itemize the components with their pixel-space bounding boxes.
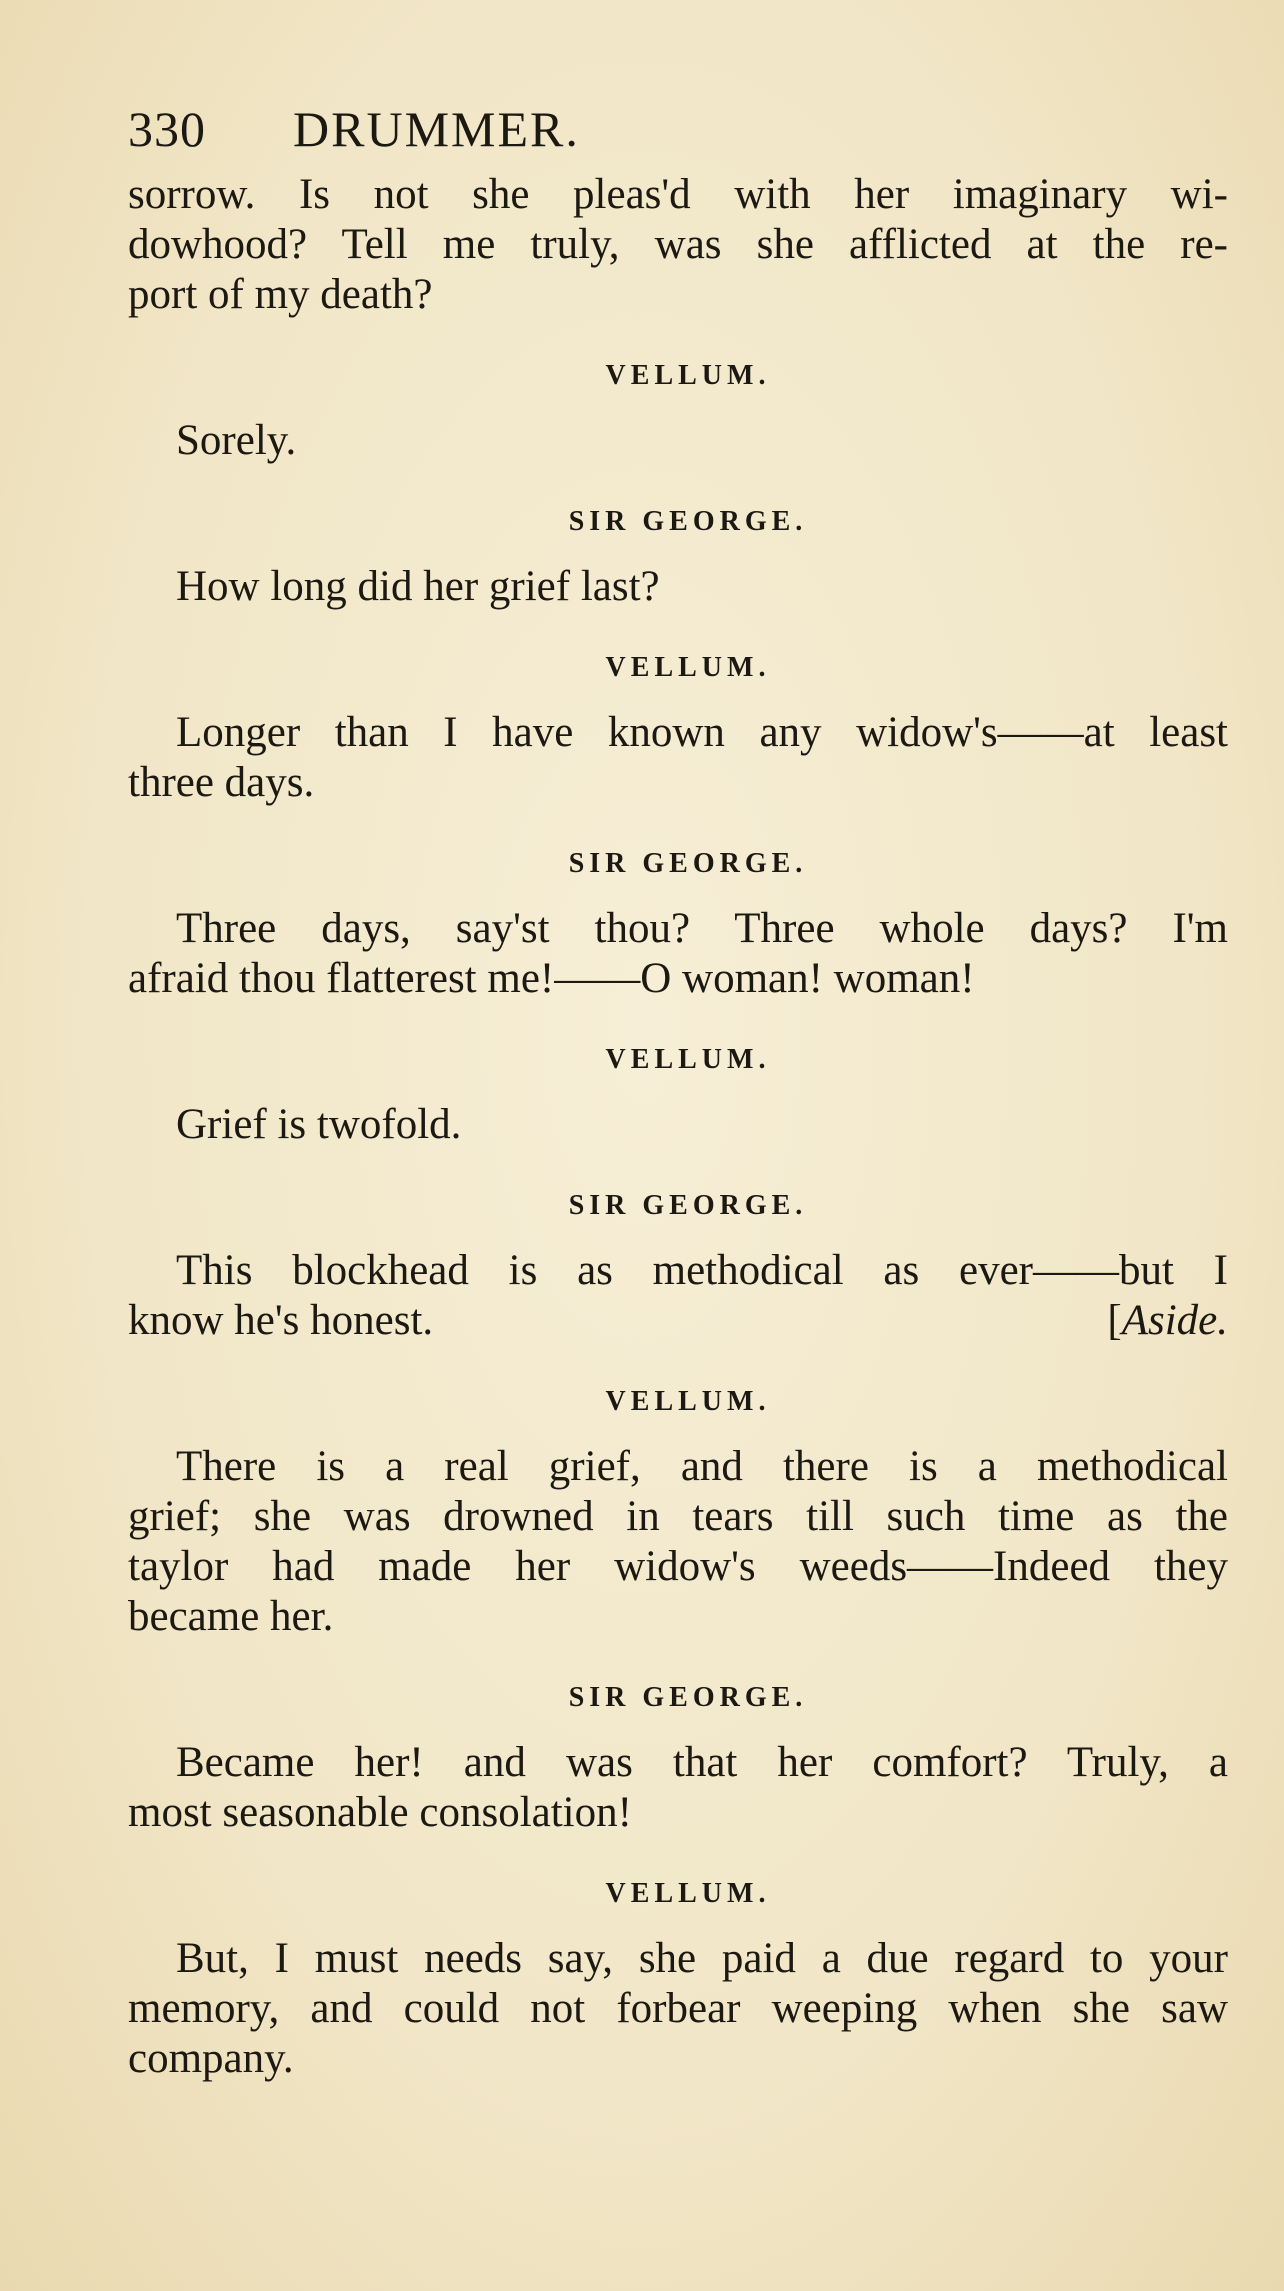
speaker-name: SIR GEORGE. (568, 848, 808, 879)
speech-line: memory, and could not forbear weeping when she saw (128, 1985, 1228, 2032)
speech-line: taylor had made her widow's weeds——Indeed they (128, 1543, 1228, 1590)
speaker-name: VELLUM. (605, 1044, 771, 1075)
speech-text: know he's honest. (128, 1297, 434, 1344)
speech-line: afraid thou flatterest me!——O woman! woman! (128, 955, 975, 1002)
speech-line: became her. (128, 1593, 334, 1640)
speech-line: How long did her grief last? (176, 563, 660, 610)
speech-line: This blockhead is as methodical as ever——but I (176, 1247, 1228, 1294)
text-line: sorrow. Is not she pleas'd with her imaginary wi- (128, 171, 1228, 218)
running-head (128, 100, 1228, 170)
speaker-name: VELLUM. (605, 1386, 771, 1417)
speech-line: There is a real grief, and there is a methodical (176, 1443, 1228, 1490)
speaker-name: VELLUM. (605, 652, 771, 683)
stage-direction-text: Aside. (1121, 1297, 1228, 1344)
speech-line: grief; she was drowned in tears till such time as the (128, 1493, 1228, 1540)
speech-line: Longer than I have known any widow's——at least (176, 709, 1228, 756)
speaker-name: SIR GEORGE. (568, 506, 808, 537)
stage-direction (1107, 1296, 1228, 1346)
speech-line: company. (128, 2035, 294, 2082)
speech-line-with-stage-direction (128, 1296, 1228, 1346)
page-number: 330 (128, 101, 206, 157)
text-line: port of my death? (128, 271, 433, 318)
speaker-name: VELLUM. (605, 1878, 771, 1909)
speaker-name: VELLUM. (605, 360, 771, 391)
continuation-text (128, 170, 1228, 320)
speaker-name: SIR GEORGE. (568, 1190, 808, 1221)
speech-line: Three days, say'st thou? Three whole days? I'm (176, 905, 1228, 952)
speech-line: Grief is twofold. (176, 1101, 462, 1148)
speech-line: most seasonable consolation! (128, 1789, 632, 1836)
stage-direction-bracket: [ (1107, 1297, 1122, 1344)
running-title: DRUMMER. (293, 101, 580, 157)
speech-line: Sorely. (176, 417, 297, 464)
text-line: dowhood? Tell me truly, was she afflicted at the re- (128, 221, 1228, 268)
speech-line: three days. (128, 759, 315, 806)
speech-line: Became her! and was that her comfort? Truly, a (176, 1739, 1228, 1786)
speaker-name: SIR GEORGE. (568, 1682, 808, 1713)
book-page (128, 100, 1228, 2084)
speech-line: But, I must needs say, she paid a due regard to your (176, 1935, 1228, 1982)
